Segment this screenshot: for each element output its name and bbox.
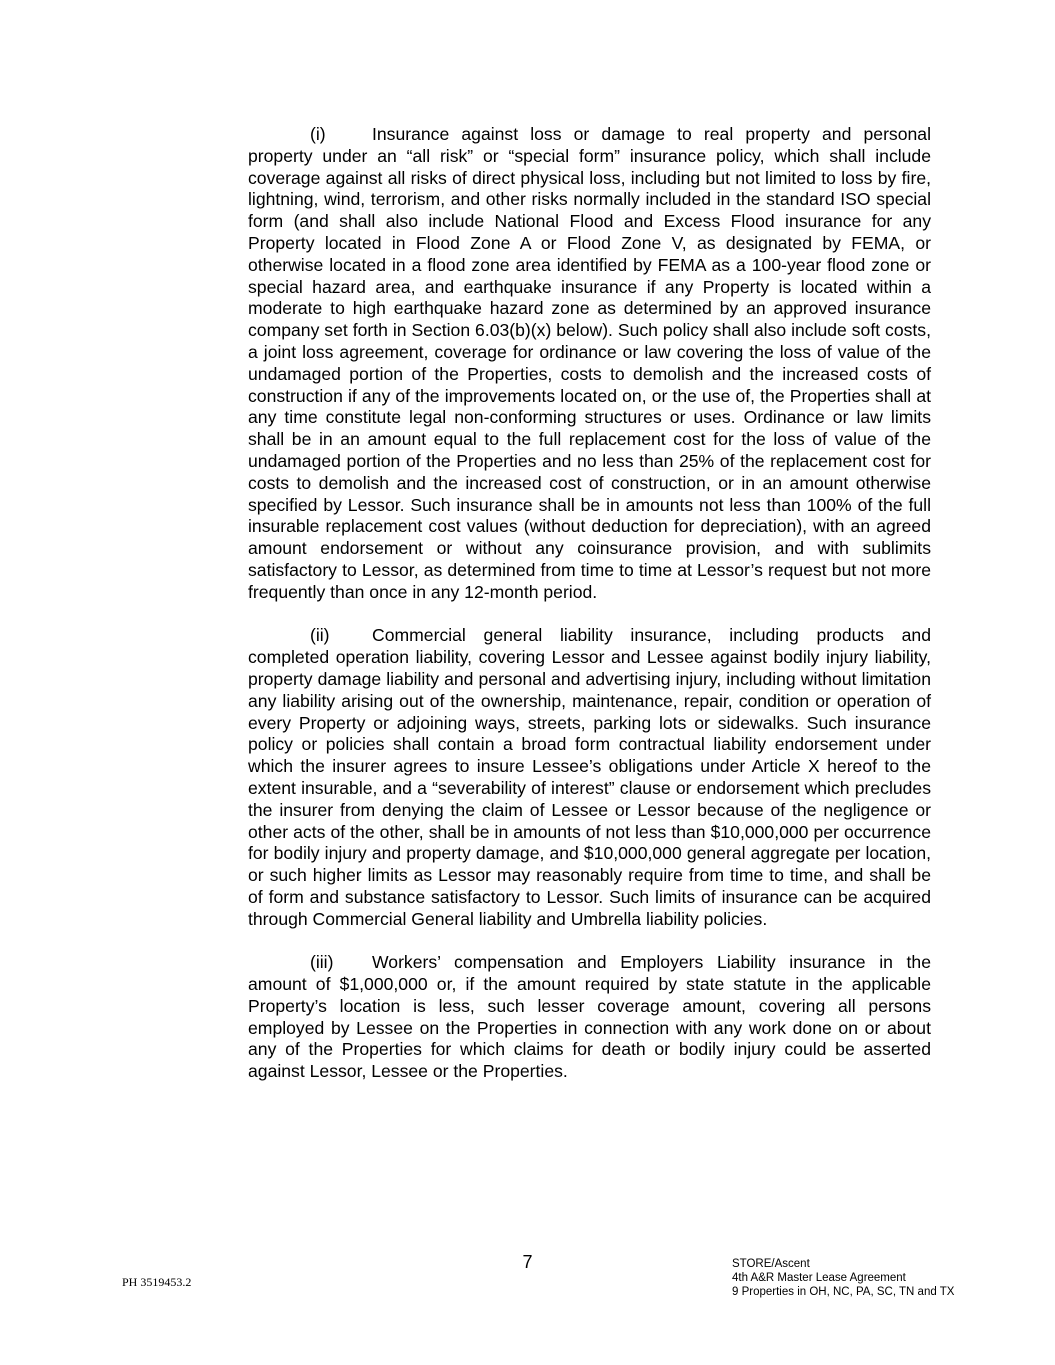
footer-line-parties: STORE/Ascent [732, 1258, 810, 1270]
footer-line-agreement: 4th A&R Master Lease Agreement [732, 1272, 906, 1284]
paragraph-number: (i) [310, 124, 326, 144]
document-id: PH 3519453.2 [122, 1275, 192, 1289]
paragraph-text: Insurance against loss or damage to real property and personal property under an “all risk” or “special form” insurance policy, which shall include coverage against all risks of direct physical loss, including but not limited to loss by fire, lightning, wind, terrorism, and other risks normally included in the standard ISO special form (and shall also include National Flood and Excess Flood insurance for any Property located in Flood Zone A or Flood Zone V, as designated by FEMA, or otherwise located in a flood zone area identified by FEMA as a 100-year flood zone or special hazard area, and earthquake insurance if any Property is located within a moderate to high earthquake hazard zone as determined by an approved insurance company set forth in Section 6.03(b)(x) below). Such policy shall also include soft costs, a joint loss agreement, coverage for ordinance or law covering the loss of value of the undamaged portion of the Properties, costs to demolish and the increased costs of construction if any of the improvements located on, or the use of, the Properties shall at any time constitute legal non-conforming structures or uses. Ordinance or law limits shall be in an amount equal to the full replacement cost for the loss of value of the undamaged portion of the Properties and no less than 25% of the replacement cost for costs to demolish and the increased cost of construction, or in an amount otherwise specified by Lessor. Such insurance shall be in amounts not less than 100% of the full insurable replacement cost values (without deduction for depreciation), with an agreed amount endorsement or without any coinsurance provision, and with sublimits satisfactory to Lessor, as determined from time to time at Lessor’s request but not more frequently than once in any 12-month period. [248, 124, 931, 602]
page-number: 7 [522, 1252, 533, 1272]
paragraph-iii [248, 952, 931, 1083]
footer-agreement-info [732, 1257, 954, 1299]
paragraph-ii [248, 625, 931, 930]
paragraph-number: (iii) [310, 952, 334, 973]
footer-line-properties: 9 Properties in OH, NC, PA, SC, TN and TX [732, 1286, 955, 1298]
paragraph-text: Commercial general liability insurance, including products and completed operation liability, covering Lessor and Lessee against bodily injury liability, property damage liability and personal and advertising injury, including without limitation any liability arising out of the ownership, maintenance, repair, condition or operation of every Property or adjoining ways, streets, parking lots or sidewalks. Such insurance policy or policies shall contain a broad form contractual liability endorsement under which the insurer agrees to insure Lessee’s obligations under Article X hereof to the extent insurable, and a “severability of interest” clause or endorsement which precludes the insurer from denying the claim of Lessee or Lessor because of the negligence or other acts of the other, shall be in amounts of not less than $10,000,000 per occurrence for bodily injury and property damage, and $10,000,000 general aggregate per location, or such higher limits as Lessor may reasonably require from time to time, and shall be of form and substance satisfactory to Lessor. Such limits of insurance can be acquired through Commercial General liability and Umbrella liability policies. [248, 625, 931, 929]
paragraph-text: Workers’ compensation and Employers Liability insurance in the amount of $1,000,000 or, if the amount required by state statute in the applicable Property’s location is less, such lesser coverage amount, covering all persons employed by Lessee on the Properties in connection with any work done on or about any of the Properties for which claims for death or bodily injury could be asserted against Lessor, Lessee or the Properties. [248, 952, 931, 1082]
paragraph-i [248, 124, 931, 604]
paragraph-number: (ii) [310, 625, 330, 646]
document-body [248, 124, 931, 1105]
